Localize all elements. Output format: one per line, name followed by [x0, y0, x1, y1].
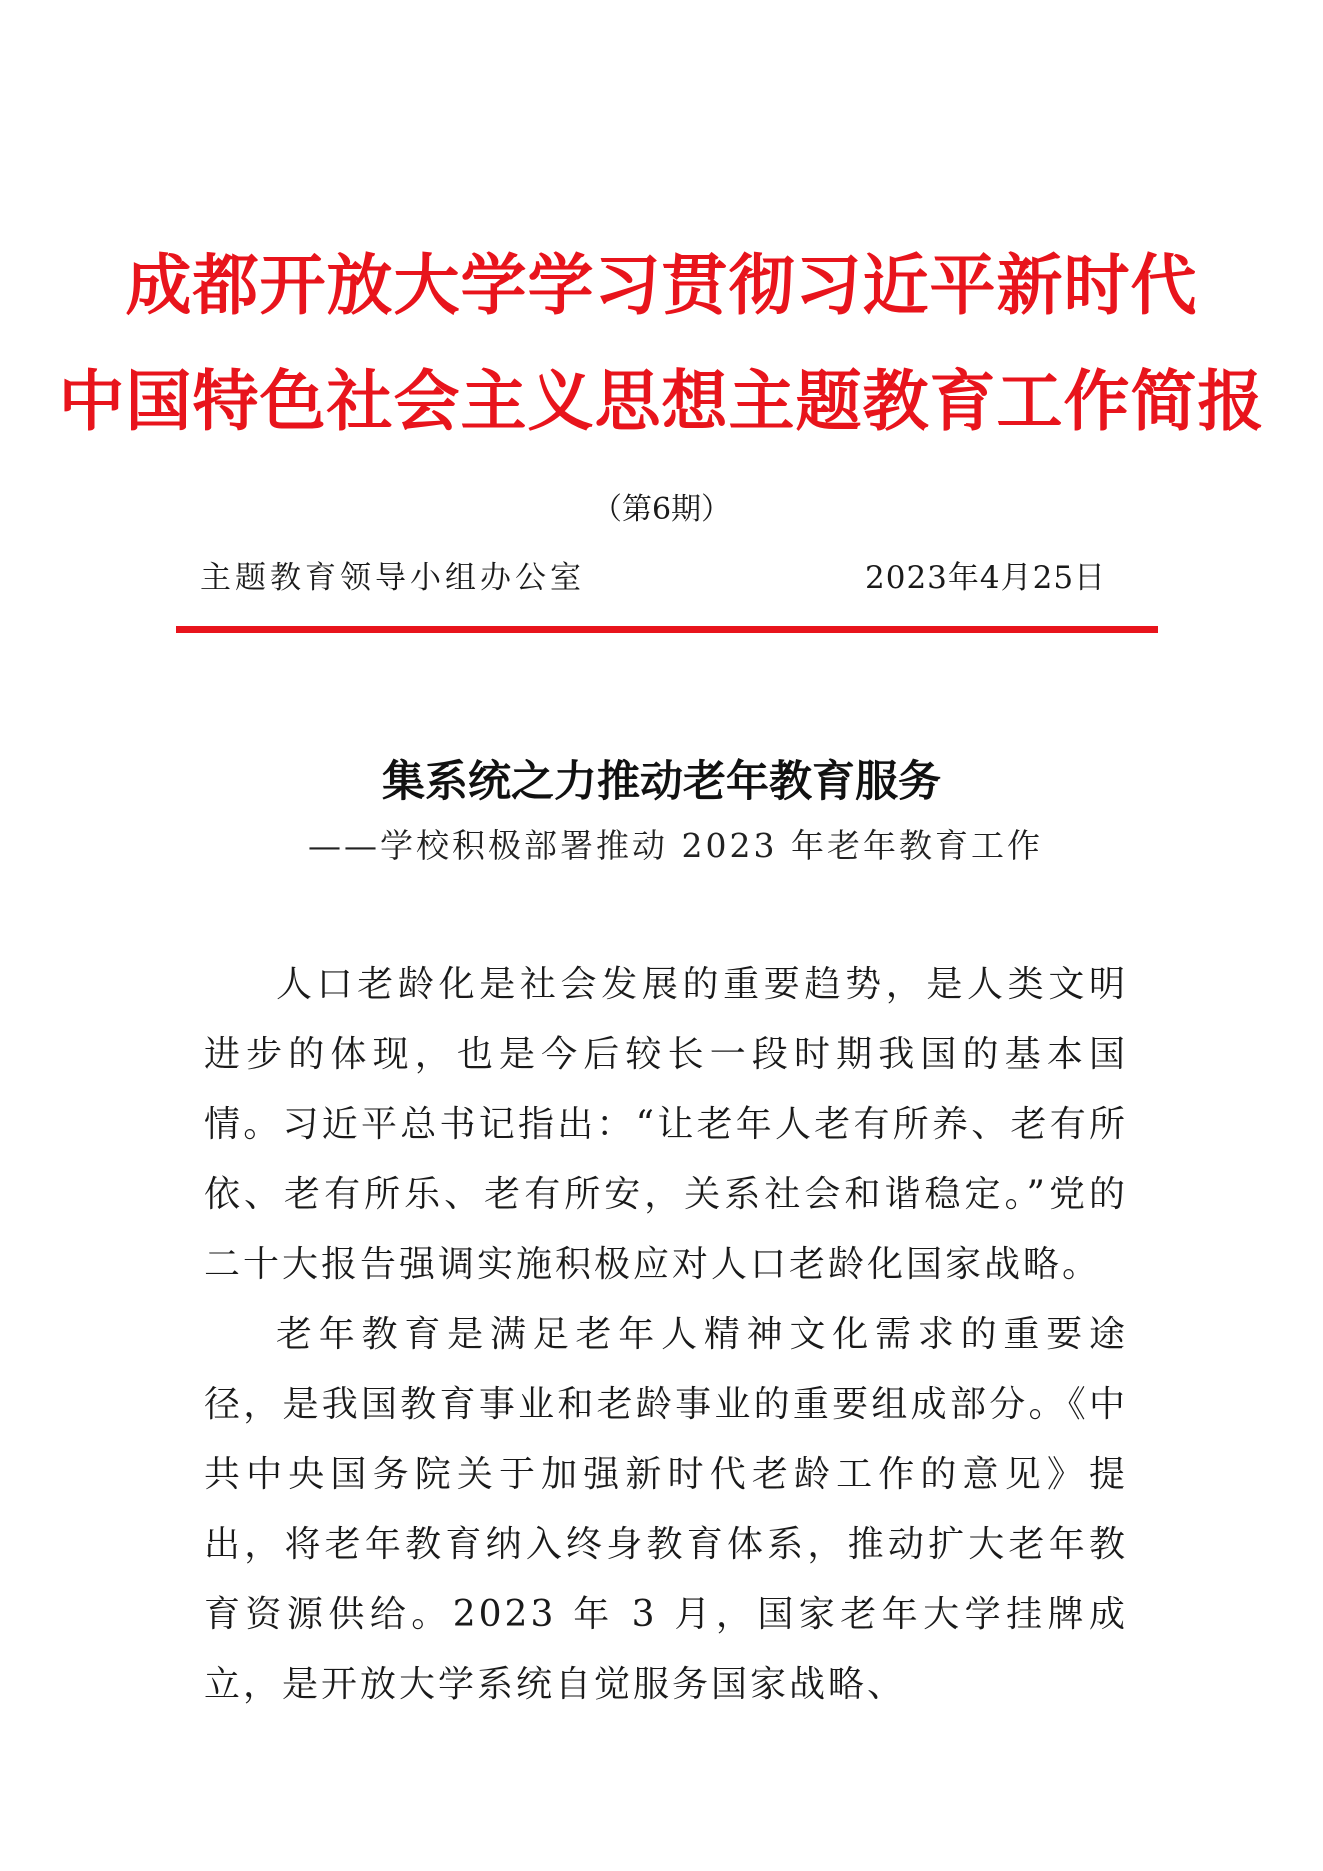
masthead-line-2: 中国特色社会主义思想主题教育工作简报 [58, 363, 1265, 440]
article-subtitle: ——学校积极部署推动 2023 年老年教育工作 [308, 826, 1043, 865]
issuing-office: 主题教育领导小组办公室 [200, 560, 585, 596]
issue-number: （第6期） [591, 492, 732, 527]
red-divider-rule [176, 626, 1158, 633]
body-paragraph-1: 人口老龄化是社会发展的重要趋势，是人类文明进步的体现，也是今后较长一段时期我国的基本国情。习近平总书记指出：“让老年人老有所养、老有所依、老有所乐、老有所安，关系社会和谐稳定。”党的二十大报告强调实施积极应对人口老龄化国家战略。 [204, 964, 1128, 1285]
masthead-line-1: 成都开放大学学习贯彻习近平新时代 [125, 247, 1198, 324]
article-body [204, 950, 1128, 1720]
body-paragraph-2: 老年教育是满足老年人精神文化需求的重要途径，是我国教育事业和老龄事业的重要组成部分。《中共中央国务院关于加强新时代老龄工作的意见》提出，将老年教育纳入终身教育体系，推动扩大老年教育资源供给。2023 年 3 月，国家老年大学挂牌成立，是开放大学系统自觉服务国家战略、 [204, 1314, 1128, 1705]
issue-date: 2023年4月25日 [865, 560, 1107, 596]
article-title: 集系统之力推动老年教育服务 [382, 757, 941, 807]
